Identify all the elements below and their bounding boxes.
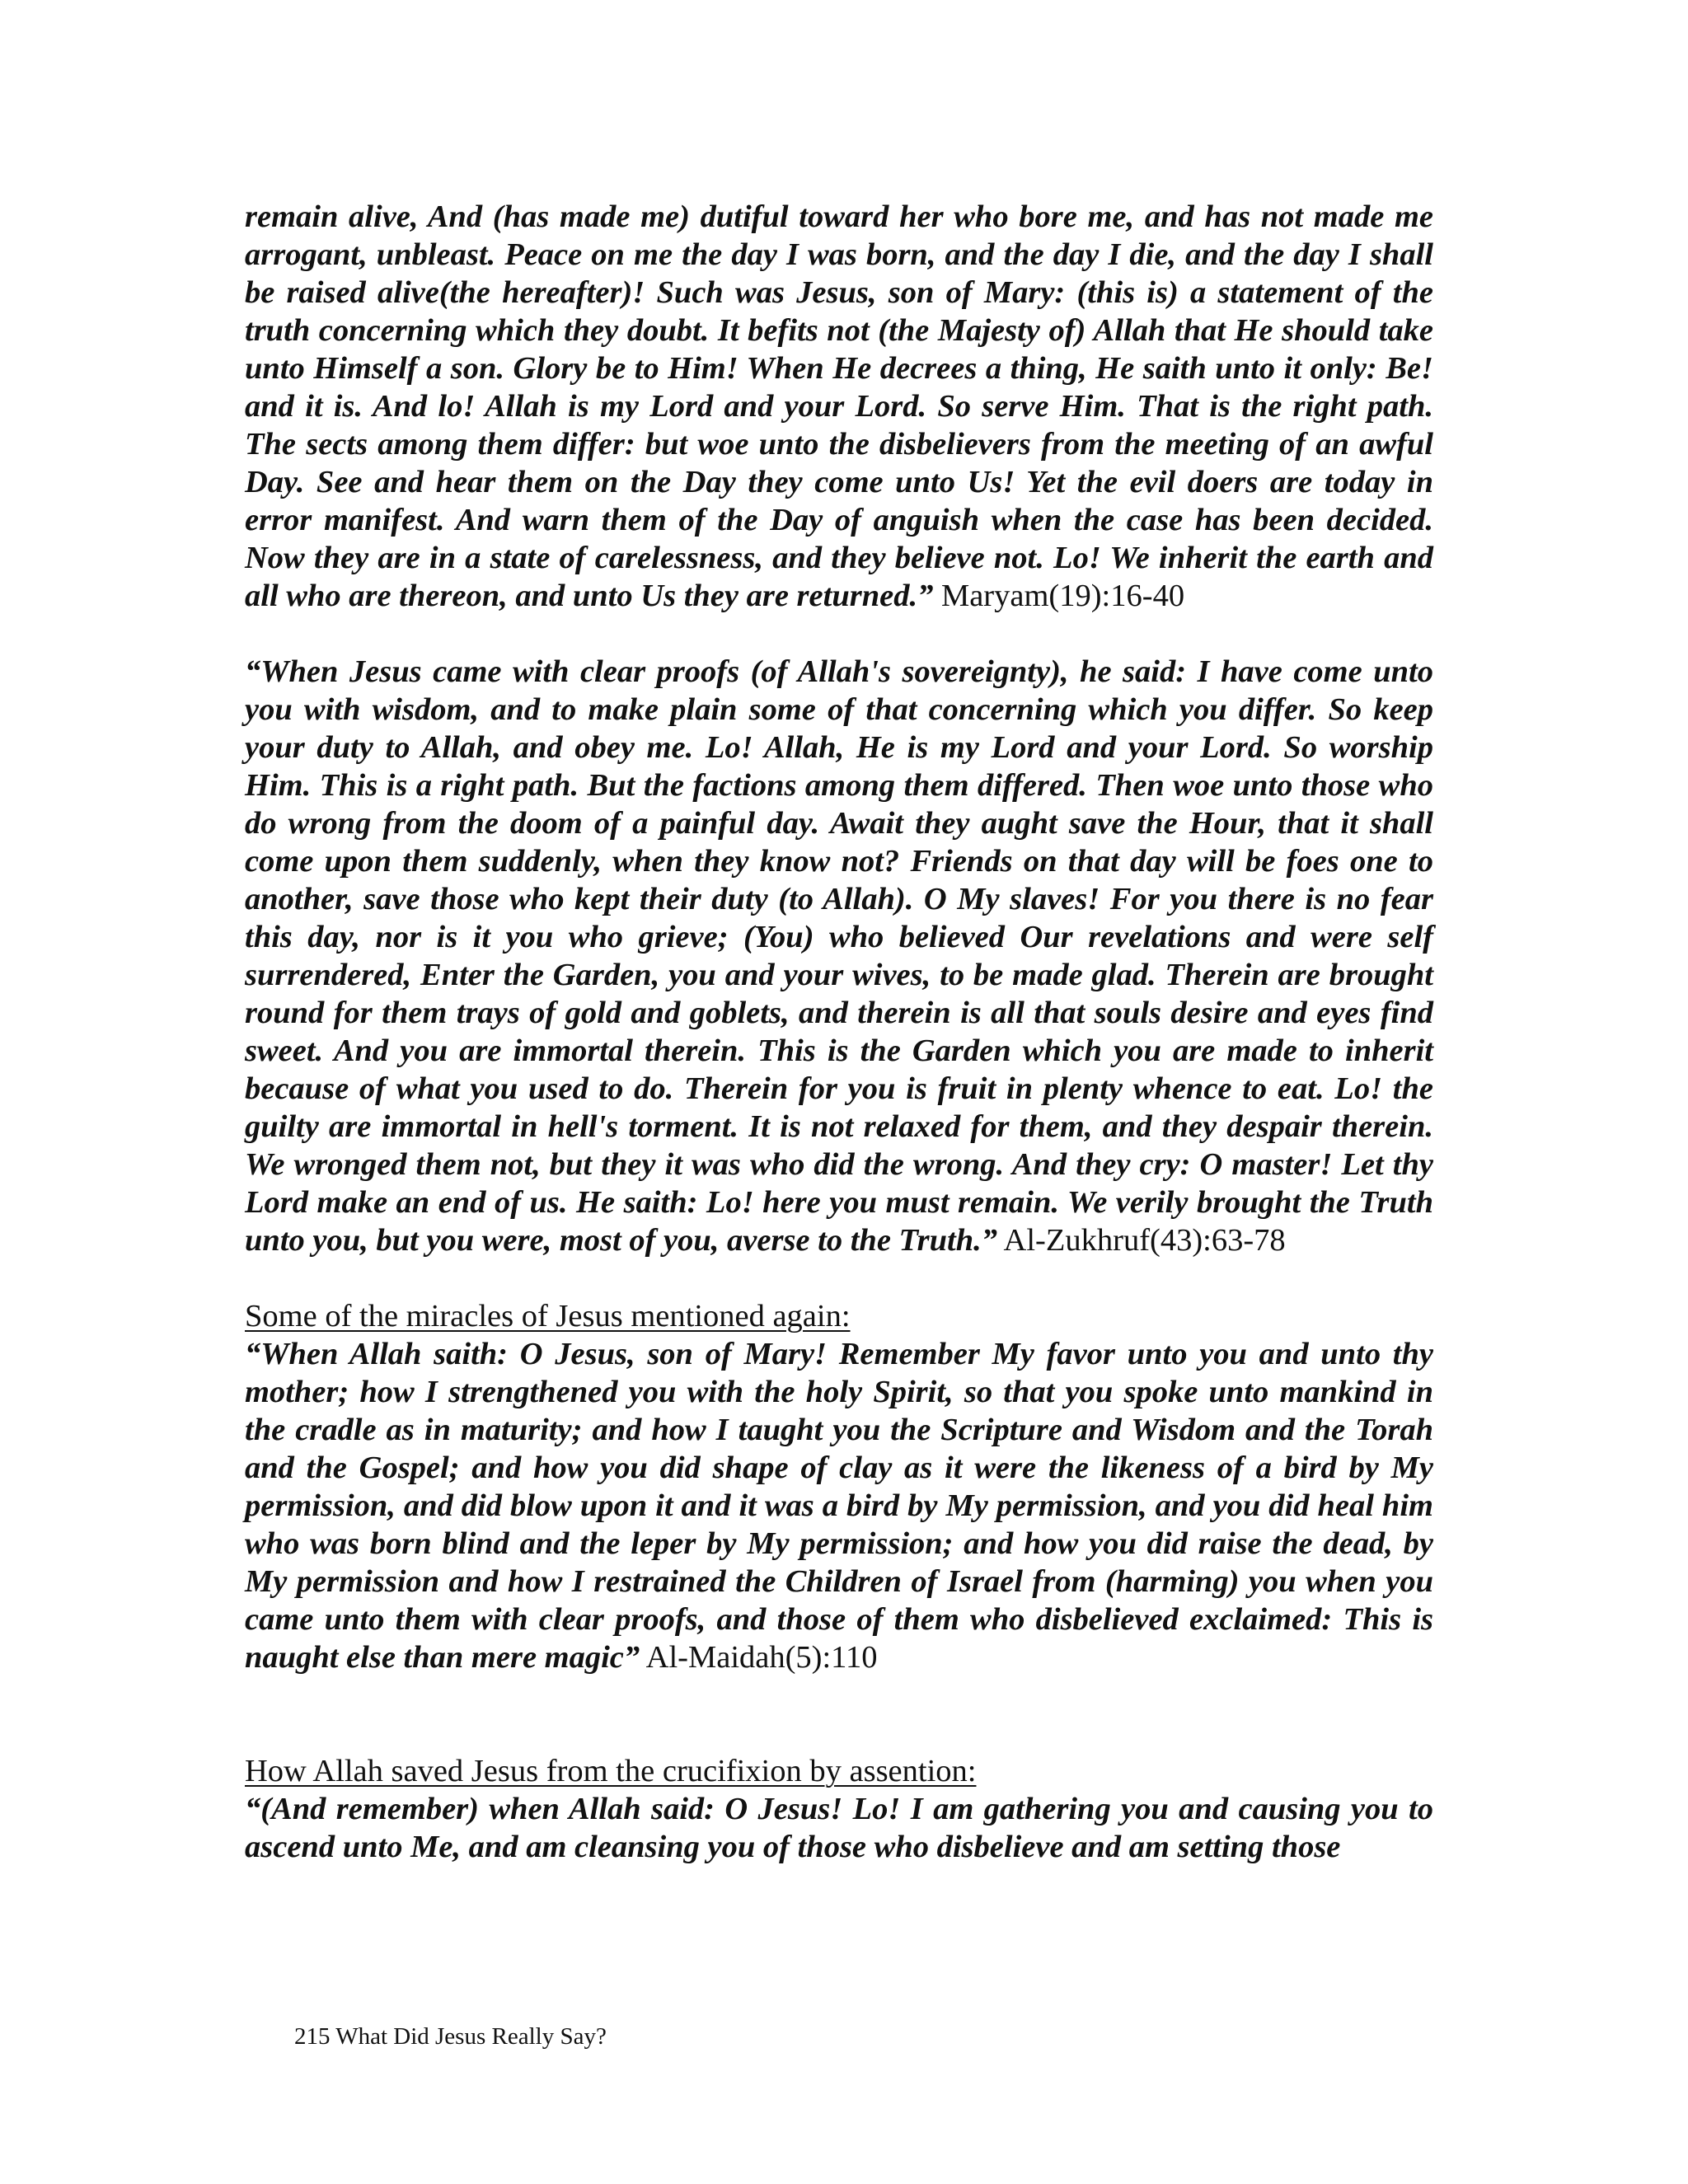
verse-reference: Al-Zukhruf(43):63-78 [1003,1223,1286,1258]
paragraph-ascension [245,1752,1433,1866]
section-heading: Some of the miracles of Jesus mentioned again: [245,1299,851,1333]
section-heading: How Allah saved Jesus from the crucifixion by assention: [245,1754,977,1788]
verse-reference: Al-Maidah(5):110 [645,1640,878,1675]
page-footer: 215 What Did Jesus Really Say? [294,2023,607,2050]
paragraph-zukhruf [245,653,1433,1259]
verse-reference: Maryam(19):16-40 [940,579,1185,613]
quran-quote: “When Allah saith: O Jesus, son of Mary! Remember My favor unto you and unto thy mother; how I strengthened you with the holy Spirit, so that you spoke unto mankind in the cradle as in maturity; and how I taught you the Scripture and Wisdom and the Torah and the Gospel; and how you did shape of clay as it were the likeness of a bird by My permission, and did blow upon it and it was a bird by My permission, and you did heal him who was born blind and the leper by My permission; and how you did raise the dead, by My permission and how I restrained the Children of Israel from (harming) you when you came unto them with clear proofs, and those of them who disbelieved exclaimed: This is naught else than mere magic” [245,1337,1433,1675]
paragraph-spacer [245,1676,1433,1752]
paragraph-spacer [245,1259,1433,1297]
page-body [245,198,1433,1866]
paragraph-maidah [245,1297,1433,1676]
quran-quote: “(And remember) when Allah said: O Jesus! Lo! I am gathering you and causing you to ascend unto Me, and am cleansing you of those who disbelieve and am setting those [245,1792,1433,1864]
paragraph-spacer [245,615,1433,653]
quran-quote: “When Jesus came with clear proofs (of Allah's sovereignty), he said: I have come unto you with wisdom, and to make plain some of that concerning which you differ. So keep your duty to Allah, and obey me. Lo! Allah, He is my Lord and your Lord. So worship Him. This is a right path. But the factions among them differed. Then woe unto those who do wrong from the doom of a painful day. Await they aught save the Hour, that it shall come upon them suddenly, when they know not? Friends on that day will be foes one to another, save those who kept their duty (to Allah). O My slaves! For you there is no fear this day, nor is it you who grieve; (You) who believed Our revelations and were self surrendered, Enter the Garden, you and your wives, to be made glad. Therein are brought round for them trays of gold and goblets, and therein is all that souls desire and eyes find sweet. And you are immortal therein. This is the Garden which you are made to inherit because of what you used to do. Therein for you is fruit in plenty whence to eat. Lo! the guilty are immortal in hell's torment. It is not relaxed for them, and they despair therein. We wronged them not, but they it was who did the wrong. And they cry: O master! Let thy Lord make an end of us. He saith: Lo! here you must remain. We verily brought the Truth unto you, but you were, most of you, averse to the Truth.” [245,654,1433,1258]
paragraph-maryam [245,198,1433,615]
quran-quote: remain alive, And (has made me) dutiful toward her who bore me, and has not made me arrogant, unbleast. Peace on me the day I was born, and the day I die, and the day I shall be raised alive(the hereafter)! Such was Jesus, son of Mary: (this is) a statement of the truth concerning which they doubt. It befits not (the Majesty of) Allah that He should take unto Himself a son. Glory be to Him! When He decrees a thing, He saith unto it only: Be! and it is. And lo! Allah is my Lord and your Lord. So serve Him. That is the right path. The sects among them differ: but woe unto the disbelievers from the meeting of an awful Day. See and hear them on the Day they come unto Us! Yet the evil doers are today in error manifest. And warn them of the Day of anguish when the case has been decided. Now they are in a state of carelessness, and they believe not. Lo! We inherit the earth and all who are thereon, and unto Us they are returned.” [245,199,1433,613]
